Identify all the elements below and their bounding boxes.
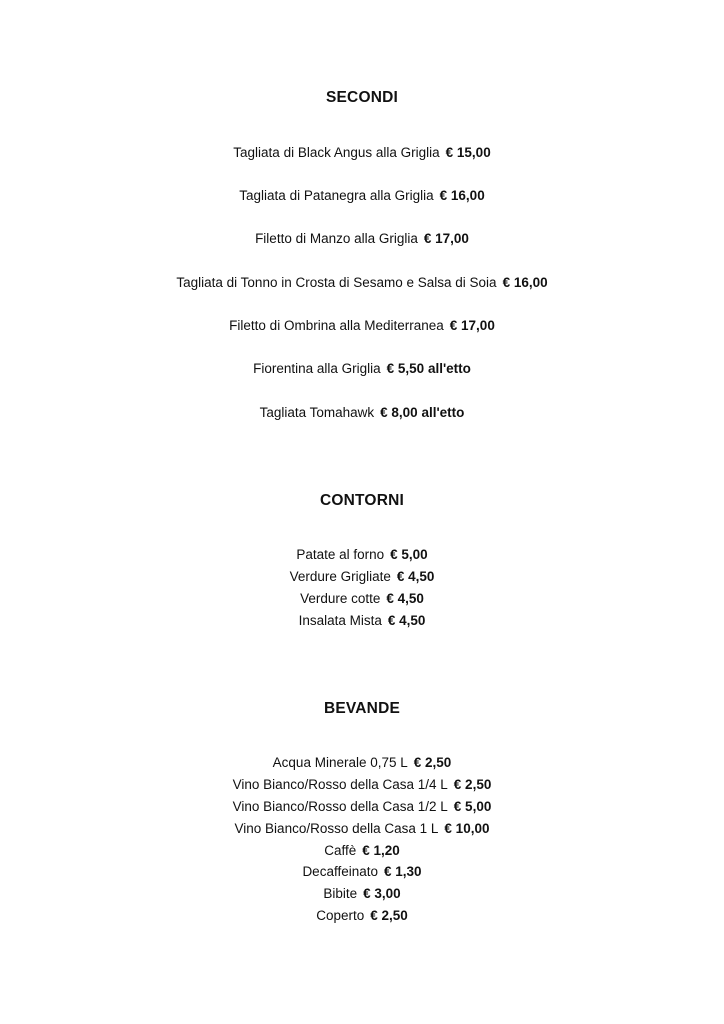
menu-item-name: Tagliata di Tonno in Crosta di Sesamo e Salsa di Soia xyxy=(176,275,497,290)
menu-item-name: Decaffeinato xyxy=(302,864,378,879)
menu-item-price: € 5,00 xyxy=(453,799,492,814)
menu-item-name: Verdure cotte xyxy=(300,591,381,606)
menu-item-price: € 16,00 xyxy=(439,188,485,203)
menu-item-name: Bibite xyxy=(323,886,358,901)
menu-item-price: € 15,00 xyxy=(445,145,491,160)
menu-item-price: € 2,50 xyxy=(370,908,408,923)
menu-item-price: € 5,50 all'etto xyxy=(386,361,471,376)
section-title-secondi: SECONDI xyxy=(325,89,399,106)
menu-item-price: € 17,00 xyxy=(423,231,469,246)
menu-item xyxy=(0,776,724,794)
menu-item-name: Tagliata Tomahawk xyxy=(259,405,375,420)
menu-item-name: Fiorentina alla Griglia xyxy=(253,361,381,376)
menu-item-price: € 5,00 xyxy=(390,547,428,562)
menu-item xyxy=(0,863,724,881)
menu-item xyxy=(0,546,724,564)
menu-item-price: € 2,50 xyxy=(413,755,452,770)
menu-item-name: Vino Bianco/Rosso della Casa 1/2 L xyxy=(232,799,448,814)
menu-item-price: € 4,50 xyxy=(396,569,435,584)
menu-item xyxy=(0,187,724,205)
menu-item xyxy=(0,754,724,772)
menu-item-name: Tagliata di Black Angus alla Griglia xyxy=(233,145,440,160)
menu-item-name: Vino Bianco/Rosso della Casa 1/4 L xyxy=(232,777,448,792)
menu-item-name: Filetto di Manzo alla Griglia xyxy=(255,231,418,246)
menu-item-name: Acqua Minerale 0,75 L xyxy=(272,755,408,770)
menu-item xyxy=(0,907,724,925)
menu-item xyxy=(0,230,724,248)
menu-item xyxy=(0,798,724,816)
menu-item xyxy=(0,274,724,292)
menu-item-price: € 1,20 xyxy=(362,843,400,858)
menu-item-name: Tagliata di Patanegra alla Griglia xyxy=(239,188,434,203)
menu-item-price: € 8,00 all'etto xyxy=(380,405,465,420)
menu-item-price: € 4,50 xyxy=(386,591,424,606)
menu-item xyxy=(0,144,724,162)
menu-item xyxy=(0,612,724,630)
menu-item-price: € 16,00 xyxy=(502,275,548,290)
menu-item xyxy=(0,568,724,586)
menu-item-price: € 4,50 xyxy=(387,613,426,628)
menu-item-price: € 3,00 xyxy=(363,886,401,901)
menu-item xyxy=(0,590,724,608)
menu-item-name: Caffè xyxy=(324,843,357,858)
menu-item xyxy=(0,317,724,335)
menu-item-name: Verdure Grigliate xyxy=(289,569,391,584)
menu-item xyxy=(0,404,724,422)
section-title-contorni: CONTORNI xyxy=(320,492,404,509)
menu-item-name: Coperto xyxy=(316,908,365,923)
menu-item xyxy=(0,885,724,903)
menu-item-price: € 1,30 xyxy=(384,864,422,879)
menu-item-price: € 2,50 xyxy=(453,777,492,792)
menu-item-name: Filetto di Ombrina alla Mediterranea xyxy=(229,318,444,333)
menu-item-name: Vino Bianco/Rosso della Casa 1 L xyxy=(234,821,439,836)
menu-item xyxy=(0,360,724,378)
section-title-bevande: BEVANDE xyxy=(323,700,401,717)
menu-item-name: Insalata Mista xyxy=(298,613,382,628)
menu-item xyxy=(0,842,724,860)
menu-item-name: Patate al forno xyxy=(296,547,385,562)
menu-item-price: € 17,00 xyxy=(449,318,495,333)
menu-item xyxy=(0,820,724,838)
menu-item-price: € 10,00 xyxy=(444,821,490,836)
